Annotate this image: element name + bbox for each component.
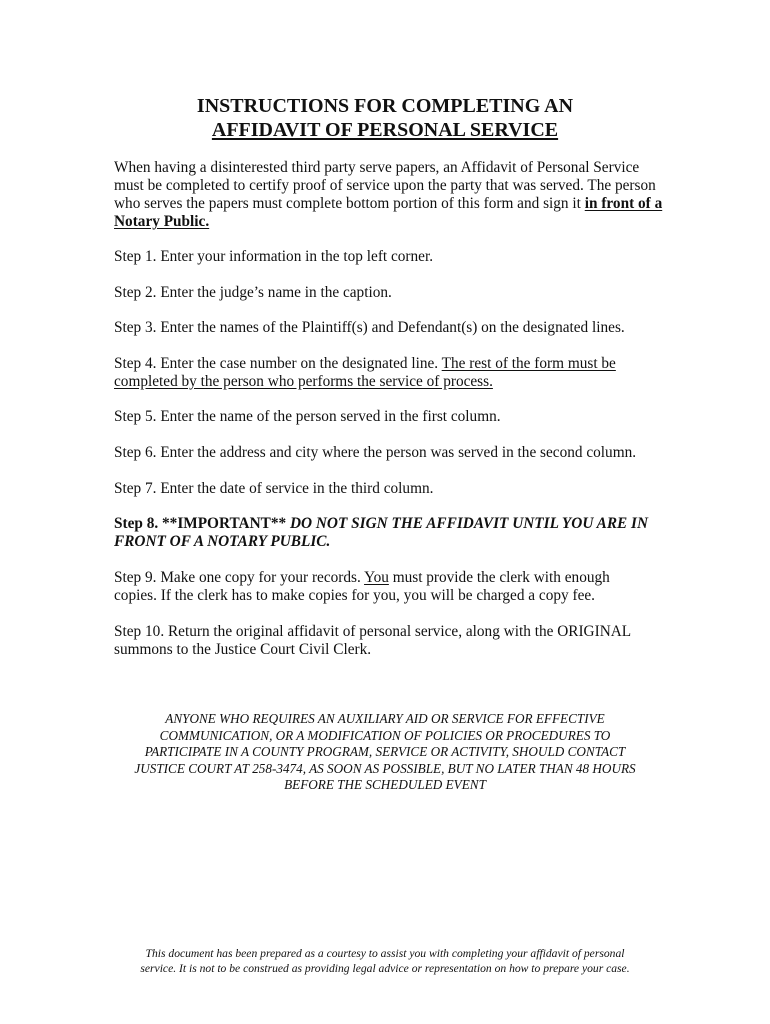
document-title xyxy=(0,94,770,142)
intro-line-3-text: who serves the papers must complete bottom portion of this form and sign it xyxy=(114,195,585,212)
notice-line-4: JUSTICE COURT AT 258-3474, AS SOON AS POSSIBLE, BUT NO LATER THAN 48 HOURS xyxy=(134,760,636,776)
intro-paragraph xyxy=(114,159,664,231)
step-10-line-2: summons to the Justice Court Civil Clerk. xyxy=(114,641,372,658)
step-7 xyxy=(114,480,664,498)
intro-line-1: When having a disinterested third party serve papers, an Affidavit of Personal Service xyxy=(114,159,640,176)
step-4-line-1 xyxy=(114,355,664,373)
step-9-line-1 xyxy=(114,569,664,587)
step-8-line-1 xyxy=(114,515,664,533)
step-5-text: Step 5. Enter the name of the person served in the first column. xyxy=(114,408,501,425)
notice-line-5: BEFORE THE SCHEDULED EVENT xyxy=(284,777,486,792)
title-line-1: INSTRUCTIONS FOR COMPLETING AN xyxy=(196,95,574,117)
step-4-underlined-a: The rest of the form must be xyxy=(441,355,616,372)
step-7-text: Step 7. Enter the date of service in the third column. xyxy=(114,480,434,497)
footer-line-2: service. It is not to be construed as providing legal advice or representation on how to prepare your case. xyxy=(140,962,630,975)
step-9-text-a: Step 9. Make one copy for your records. xyxy=(114,569,365,586)
step-9-text-b: must provide the clerk with enough xyxy=(388,569,610,586)
step-4-text: Step 4. Enter the case number on the designated line. xyxy=(114,355,442,372)
step-1-text: Step 1. Enter your information in the top left corner. xyxy=(114,248,434,265)
step-10-line-1: Step 10. Return the original affidavit of personal service, along with the ORIGINAL xyxy=(114,623,632,640)
step-2 xyxy=(114,284,664,302)
notice-line-2: COMMUNICATION, OR A MODIFICATION OF POLICIES OR PROCEDURES TO xyxy=(159,727,611,743)
footer-line-1: This document has been prepared as a courtesy to assist you with completing your affidavit of personal xyxy=(145,947,625,960)
title-line-2: AFFIDAVIT OF PERSONAL SERVICE xyxy=(211,119,559,141)
disclaimer-footer xyxy=(100,946,670,976)
step-3 xyxy=(114,319,664,337)
intro-emphasis-notary: in front of a xyxy=(584,195,663,212)
step-1 xyxy=(114,248,664,266)
intro-line-2: must be completed to certify proof of service upon the party that was served. The person xyxy=(114,177,656,194)
step-8-warning-b: FRONT OF A NOTARY PUBLIC. xyxy=(114,533,331,550)
step-10 xyxy=(114,623,664,659)
step-3-text: Step 3. Enter the names of the Plaintiff(s) and Defendant(s) on the designated lines. xyxy=(114,319,625,336)
step-9-underlined-you: You xyxy=(364,569,389,586)
step-6-text: Step 6. Enter the address and city where the person was served in the second column. xyxy=(114,444,637,461)
step-2-text: Step 2. Enter the judge’s name in the caption. xyxy=(114,284,392,301)
step-4 xyxy=(114,355,664,391)
intro-line-4: Notary Public. xyxy=(114,213,210,230)
step-8-label: Step 8. **IMPORTANT** xyxy=(114,515,290,532)
step-8-warning-a: DO NOT SIGN THE AFFIDAVIT UNTIL YOU ARE IN xyxy=(289,515,649,532)
step-8 xyxy=(114,515,664,551)
step-4-underlined-b: completed by the person who performs the service of process. xyxy=(114,373,493,390)
step-9-line-2: copies. If the clerk has to make copies for you, you will be charged a copy fee. xyxy=(114,587,595,604)
notice-line-1: ANYONE WHO REQUIRES AN AUXILIARY AID OR SERVICE FOR EFFECTIVE xyxy=(165,711,605,726)
step-9 xyxy=(114,569,664,605)
step-6 xyxy=(114,444,664,462)
intro-line-3 xyxy=(114,195,664,213)
accessibility-notice xyxy=(100,711,670,794)
notice-line-3: PARTICIPATE IN A COUNTY PROGRAM, SERVICE OR ACTIVITY, SHOULD CONTACT xyxy=(144,744,626,759)
step-5 xyxy=(114,408,664,426)
